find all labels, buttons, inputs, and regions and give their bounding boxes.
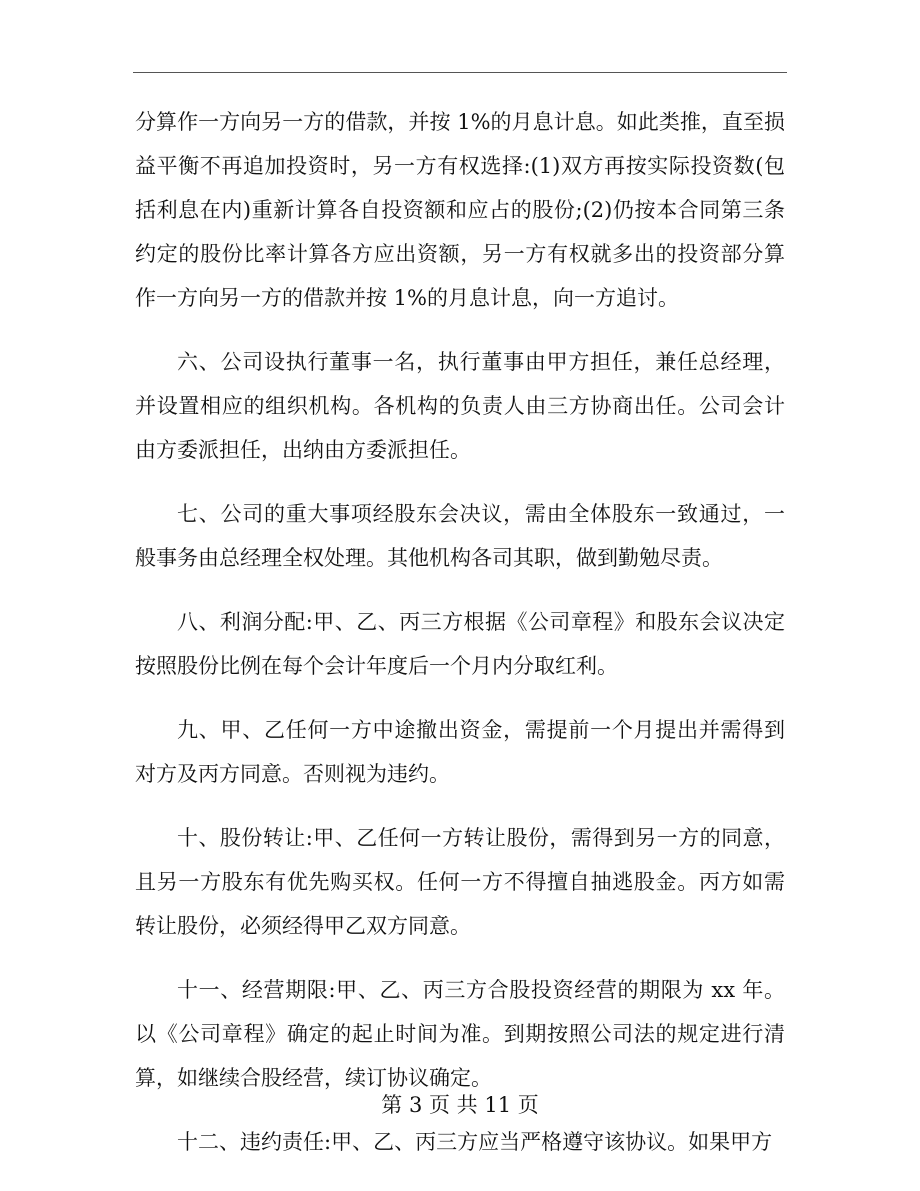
header-rule [133,72,787,73]
paragraph-clause-7: 七、公司的重大事项经股东会决议，需由全体股东一致通过，一般事务由总经理全权处理。其他机构各司其职，做到勤勉尽责。 [135,502,785,570]
paragraph-clause-10: 十、股份转让:甲、乙任何一方转让股份，需得到另一方的同意，且另一方股东有优先购买权。任何一方不得擅自抽逃股金。丙方如需转让股份，必须经得甲乙双方同意。 [135,826,785,938]
paragraph-clause-8: 八、利润分配:甲、乙、丙三方根据《公司章程》和股东会议决定按照股份比例在每个会计年度后一个月内分取红利。 [135,610,785,678]
paragraph-clause-11: 十一、经营期限:甲、乙、丙三方合股投资经营的期限为 xx 年。以《公司章程》确定的起止时间为准。到期按照公司法的规定进行清算，如继续合股经营，续订协议确定。 [135,978,785,1090]
paragraph-clause-6: 六、公司设执行董事一名，执行董事由甲方担任，兼任总经理，并设置相应的组织机构。各机构的负责人由三方协商出任。公司会计由方委派担任，出纳由方委派担任。 [135,350,785,462]
page-footer [0,1090,920,1120]
document-body [135,100,785,1184]
paragraph-clause-12: 十二、违约责任:甲、乙、丙三方应当严格遵守该协议。如果甲方 [177,1130,773,1154]
paragraph-clause-9: 九、甲、乙任何一方中途撤出资金，需提前一个月提出并需得到对方及丙方同意。否则视为违约。 [135,718,785,786]
page-number-label: 第 3 页 共 11 页 [381,1093,539,1117]
paragraph-continuation: 分算作一方向另一方的借款，并按 1%的月息计息。如此类推，直至损益平衡不再追加投资时，另一方有权选择:(1)双方再按实际投资数(包括利息在内)重新计算各自投资额和应占的股份;(2)仍按本合同第三条约定的股份比率计算各方应出资额，另一方有权就多出的投资部分算作一方向另一方的借款并按 1%的月息计息，向一方追讨。 [135,110,785,310]
